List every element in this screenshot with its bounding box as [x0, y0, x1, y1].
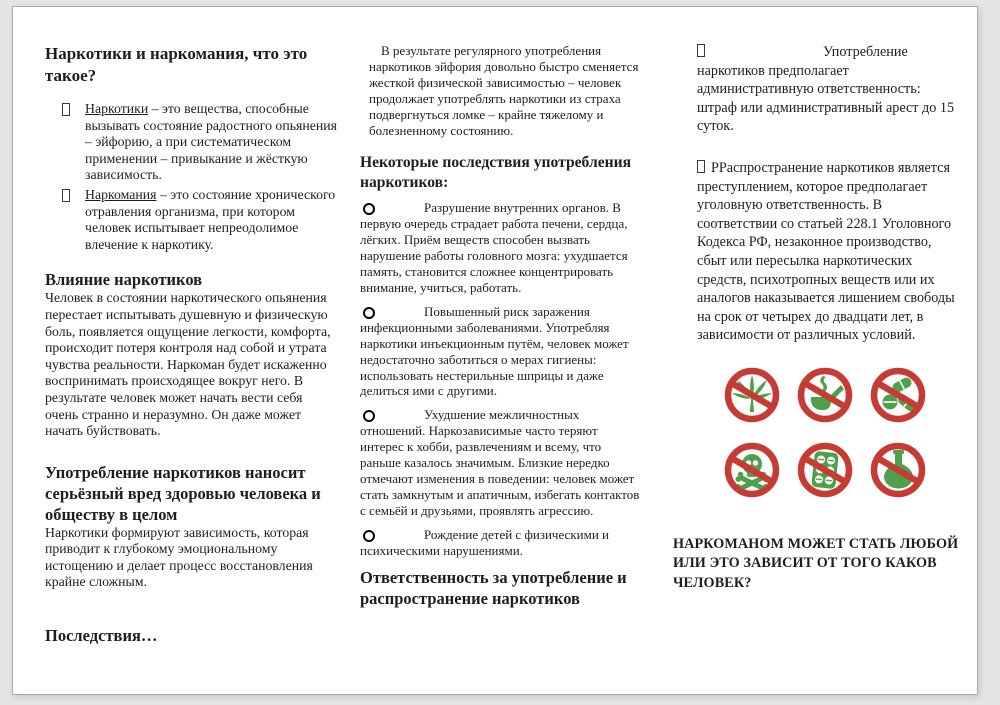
square-bullet-icon [62, 189, 70, 202]
no-bong-icon [869, 441, 927, 499]
circle-bullet-icon [363, 307, 375, 319]
definition-text: – это вещества, способные вызывать состояние радостного опьянения – эйфорию, а при систематическом применении – привыкание и жёсткую зависимость. [85, 101, 337, 183]
consequence-item [360, 407, 644, 518]
square-bullet-icon [697, 44, 705, 57]
prohibition-signs-grid [723, 366, 927, 499]
no-pills-icon [869, 366, 927, 424]
definition-term: Наркомания [85, 186, 157, 202]
no-smoking-pipe-icon [796, 366, 854, 424]
administrative-text: Употребление наркотиков предполагает административную ответственность: штраф или административный арест до 15 суток. [697, 44, 955, 135]
paragraph-criminal [697, 159, 959, 345]
paragraph-influence: Человек в состоянии наркотического опьянения перестает испытывать душевную и физическую боль, появляется ощущение легкости, комфорта, происходит потеря контроля над собой и утрата чувства реальности. Наркоман будет искаженно воспринимать происходящее вокруг него. В результате человек может начать вести себя очень странно и неразумно. Он даже может начать буйствовать. [45, 290, 331, 439]
square-bullet-icon [697, 160, 705, 173]
no-poison-skull-icon [723, 441, 781, 499]
definitions-list [45, 101, 337, 253]
circle-bullet-icon [363, 410, 375, 422]
paragraph-intro: В результате регулярного употребления наркотиков эйфория довольно быстро сменяется жесткой физической зависимостью – человек продолжает употреблять наркотики из страха подвергнуться ломке – крайне тяжелому и болезненному состоянию. [369, 43, 639, 138]
list-item [85, 187, 337, 253]
list-item [85, 101, 337, 184]
consequence-text: Повышенный риск заражения инфекционными заболеваниями. Употребляя наркотики инъекционным путём, человек может недостаточно заботиться о мерах гигиены: использовать нестерильные шприцы и даже делиться ими с другими. [360, 303, 629, 399]
paragraph-harm: Наркотики формируют зависимость, которая приводит к глубокому эмоциональному истощению и делает процесс восстановления крайне сложным. [45, 524, 313, 590]
brochure-page [12, 6, 978, 695]
consequence-item [360, 200, 644, 295]
consequence-text: Разрушение внутренних органов. В первую очередь страдает работа печени, сердца, лёгких. Приём веществ способен вызвать нарушение работы головного мозга: ухудшается память, становится сложнее концентрировать внимание, учиться, работать. [360, 200, 628, 295]
column-right [673, 43, 959, 593]
circle-bullet-icon [363, 203, 375, 215]
definition-term: Наркотики [85, 101, 149, 116]
consequence-item [360, 527, 644, 559]
consequence-text: Ухудшение межличностных отношений. Наркозависимые часто теряют интерес к хобби, развлечениям и всему, что раньше казалось значимым. Близкие нередко отмечают изменения в поведении: человек может стать замкнутым и апатичным, избегать контактов с семьёй и друзьями, проявлять агрессию. [360, 407, 640, 518]
definition-text: – это состояние хронического отравления организма, при котором человек испытывает непреодолимое влечение к наркотику. [85, 186, 336, 252]
heading-harm: Употребление наркотиков наносит серьёзный вред здоровью человека и обществу в целом [45, 462, 321, 524]
circle-bullet-icon [363, 530, 375, 542]
no-cannabis-icon [723, 366, 781, 424]
heading-influence: Влияние наркотиков [45, 270, 203, 290]
paragraph-administrative [697, 43, 959, 136]
heading-consequences: Последствия… [45, 626, 158, 646]
consequence-item [360, 304, 644, 399]
no-pill-blister-icon [796, 441, 854, 499]
column-left [45, 43, 337, 646]
consequence-text: Рождение детей с физическими и психическими нарушениями. [360, 526, 609, 558]
heading-what-is-drugs: Наркотики и наркомания, что это такое? [45, 44, 308, 85]
heading-responsibility: Ответственность за употребление и распространение наркотиков [360, 568, 627, 609]
square-bullet-icon [62, 103, 70, 116]
column-middle [360, 43, 644, 609]
heading-some-consequences: Некоторые последствия употребления наркотиков: [360, 154, 632, 191]
footer-question: НАРКОМАНОМ МОЖЕТ СТАТЬ ЛЮБОЙ ИЛИ ЭТО ЗАВИСИТ ОТ ТОГО КАКОВ ЧЕЛОВЕК? [673, 535, 959, 591]
criminal-text: РРаспространение наркотиков является преступлением, которое предполагает уголовную ответственность. В соответствии со статьей 228.1 Уголовного Кодекса РФ, незаконное производство, сбыт или пересылка наркотических средств, психотропных веществ или их аналогов наказывается лишением свободы на срок от четырех до двадцати лет, в зависимости от различных условий. [697, 159, 955, 344]
